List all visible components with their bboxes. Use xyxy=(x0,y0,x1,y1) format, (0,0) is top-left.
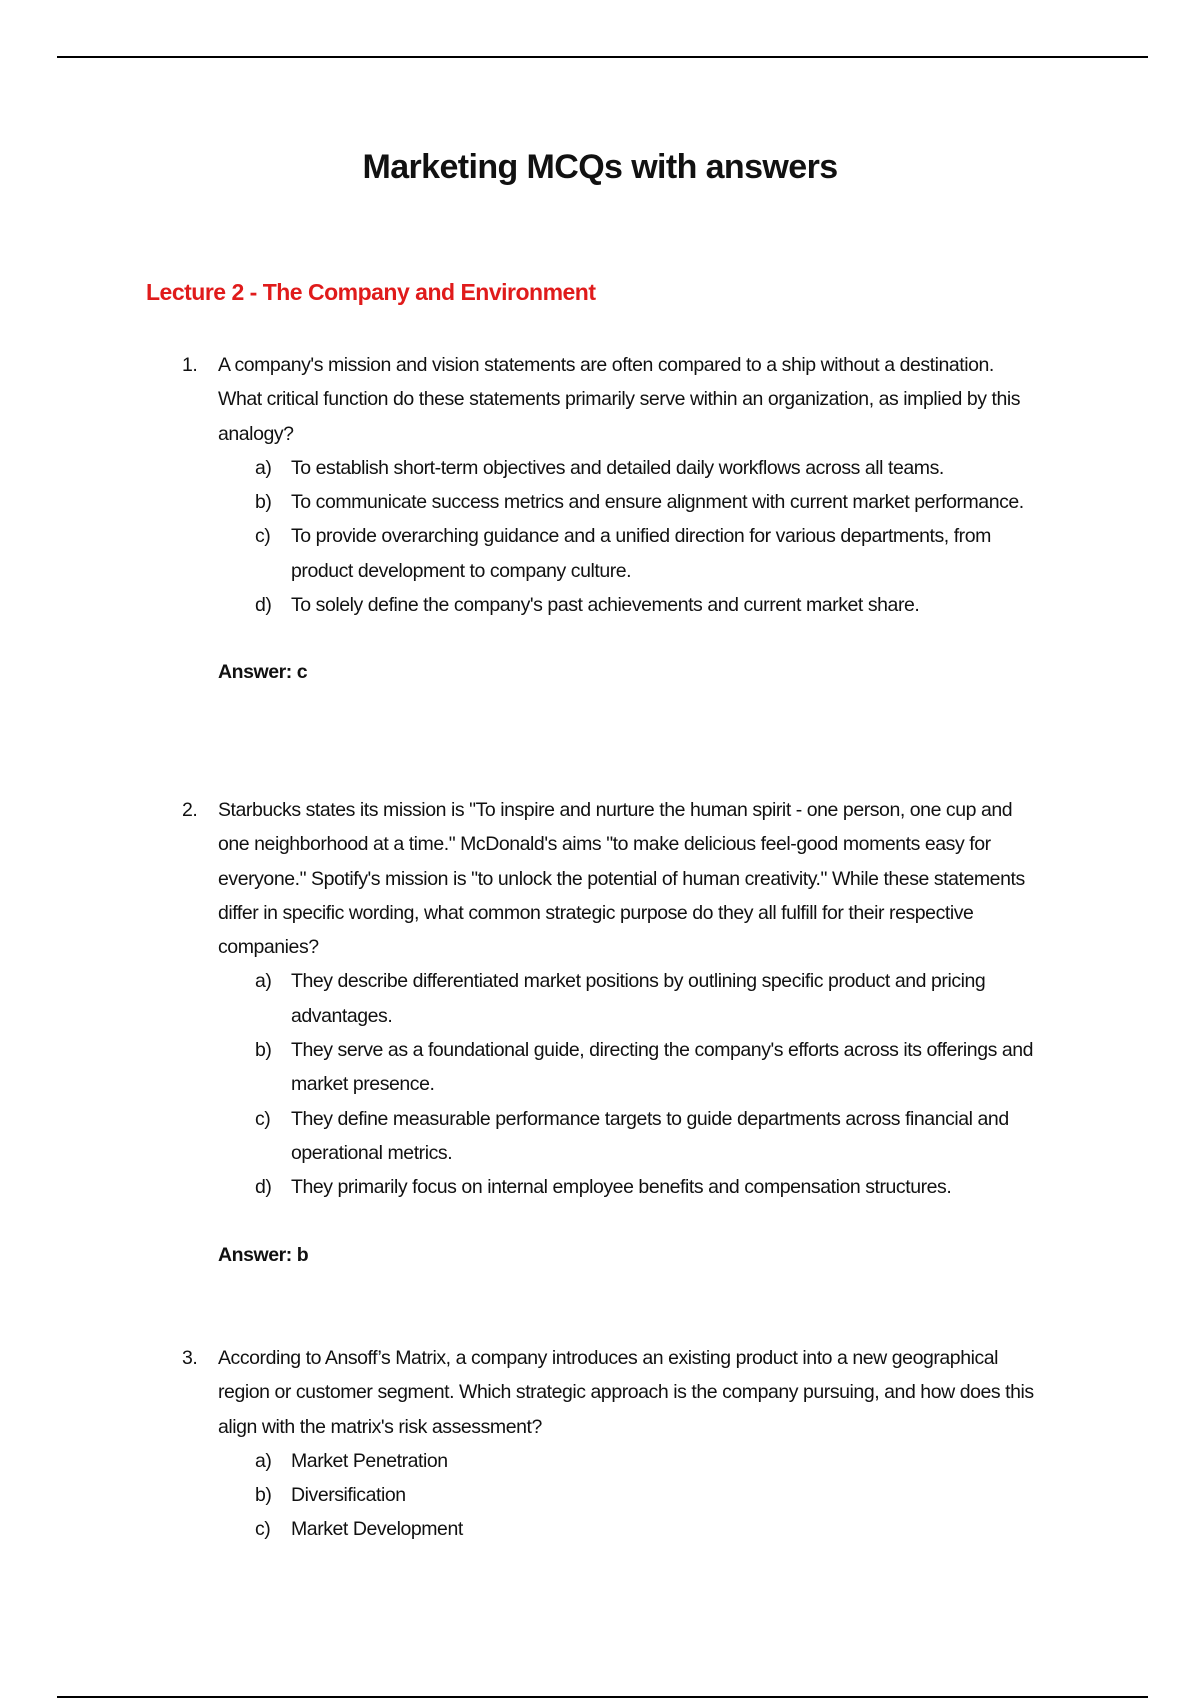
question-2 xyxy=(182,793,1062,1272)
bottom-rule xyxy=(57,1696,1148,1698)
option-b xyxy=(255,1033,1062,1102)
answer-label: Answer: b xyxy=(218,1243,309,1266)
question-number: 3. xyxy=(182,1347,198,1369)
option-text: They describe differentiated market positions by outlining specific product and pricing advantages. xyxy=(291,970,986,1027)
option-c xyxy=(255,1102,1062,1171)
option-text: To solely define the company's past achievements and current market share. xyxy=(291,594,920,617)
option-text: They primarily focus on internal employee benefits and compensation structures. xyxy=(291,1176,952,1199)
option-letter: c) xyxy=(255,1107,271,1130)
question-3 xyxy=(182,1341,1062,1547)
option-letter: b) xyxy=(255,491,272,514)
option-letter: a) xyxy=(255,456,272,479)
option-text: They serve as a foundational guide, directing the company's efforts across its offerings and market presence. xyxy=(291,1039,1034,1096)
option-c xyxy=(255,1512,1062,1546)
option-letter: b) xyxy=(255,1484,272,1507)
option-text: Diversification xyxy=(291,1484,406,1507)
page-title: Marketing MCQs with answers xyxy=(362,148,838,186)
question-number: 2. xyxy=(182,799,198,821)
question-text: Starbucks states its mission is "To inspire and nurture the human spirit - one person, one cup and one neighborhood at a time." McDonald's aims "to make delicious feel-good moments easy for everyone." Spotify's mission is "to unlock the potential of human creativity." While these statements differ in specific wording, what common strategic purpose do they all fulfill for their respective companies? xyxy=(218,799,1025,959)
option-text: To establish short-term objectives and detailed daily workflows across all teams. xyxy=(291,456,944,479)
top-rule xyxy=(57,56,1148,58)
option-d xyxy=(255,588,1062,622)
option-text: They define measurable performance targets to guide departments across financial and operational metrics. xyxy=(291,1107,1009,1164)
option-text: To provide overarching guidance and a unified direction for various departments, from product development to company culture. xyxy=(291,525,991,582)
question-1 xyxy=(182,348,1062,690)
option-letter: c) xyxy=(255,1518,271,1541)
question-text: According to Ansoff’s Matrix, a company introduces an existing product into a new geographical region or customer segment. Which strategic approach is the company pursuing, and how does this align with the matrix's risk assessment? xyxy=(218,1347,1034,1438)
question-number: 1. xyxy=(182,354,198,376)
option-text: Market Penetration xyxy=(291,1449,448,1472)
option-d xyxy=(255,1170,1062,1204)
answer-label: Answer: c xyxy=(218,661,308,684)
option-a xyxy=(255,451,1062,485)
option-letter: b) xyxy=(255,1039,272,1062)
option-letter: a) xyxy=(255,970,272,993)
option-a xyxy=(255,964,1062,1033)
question-text: A company's mission and vision statements are often compared to a ship without a destination. What critical function do these statements primarily serve within an organization, as implied by this analogy? xyxy=(218,354,1021,445)
option-letter: d) xyxy=(255,594,272,617)
option-b xyxy=(255,485,1062,519)
option-b xyxy=(255,1478,1062,1512)
option-text: Market Development xyxy=(291,1518,463,1541)
option-text: To communicate success metrics and ensure alignment with current market performance. xyxy=(291,491,1024,514)
option-c xyxy=(255,519,1062,588)
option-letter: c) xyxy=(255,525,271,548)
option-a xyxy=(255,1444,1062,1478)
section-heading: Lecture 2 - The Company and Environment xyxy=(146,279,596,305)
option-letter: d) xyxy=(255,1176,272,1199)
option-letter: a) xyxy=(255,1449,272,1472)
